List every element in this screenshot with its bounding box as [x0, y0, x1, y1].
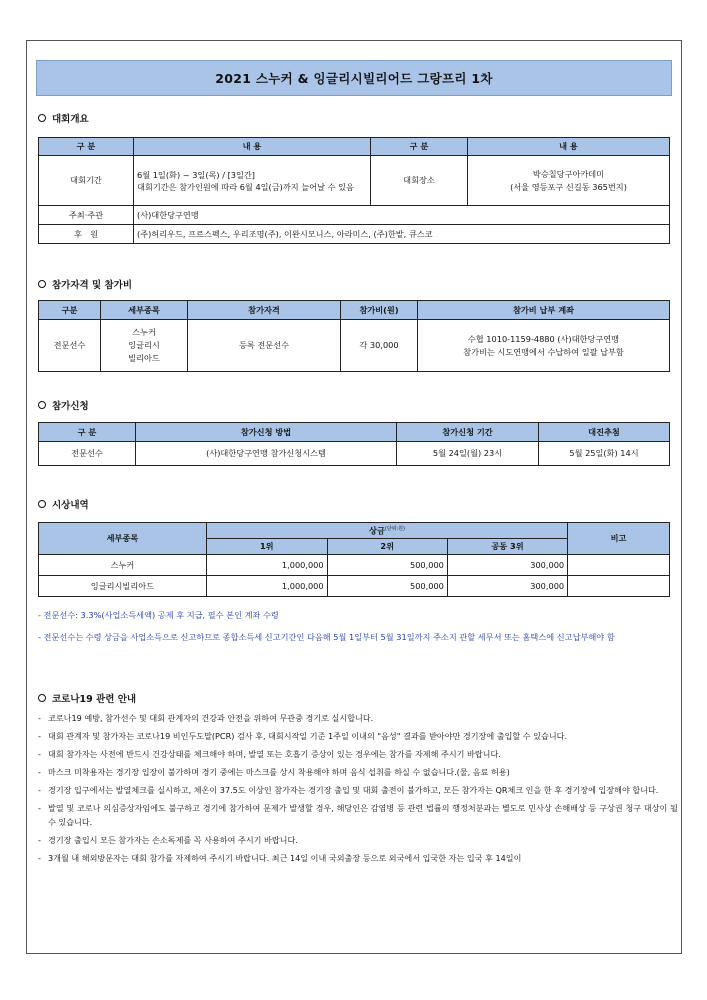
- prize-second: 500,000: [327, 576, 447, 597]
- list-item: - 3개월 내 해외방문자는 대회 참가를 자제하여 주시기 바랍니다. 최근 14일 이내 국외출장 등으로 외국에서 입국한 자는 입국 후 14일이: [38, 853, 522, 863]
- prize-remark: [568, 576, 670, 597]
- table-row: [39, 576, 670, 597]
- application-table: [38, 422, 670, 466]
- section-overview-title: 대회개요: [52, 114, 89, 125]
- sponsor-value: (주)허리우드, 프르스펙스, 우리조명(주), 이완시모니스, 아라미스, (주)한밭, 큐스코: [134, 225, 670, 244]
- overview-table: [38, 137, 670, 244]
- circle-bullet-icon: [38, 694, 46, 702]
- host-value: (사)대한당구연맹: [134, 206, 670, 225]
- eligibility-events: 스누커 잉글리시 빌리아드: [101, 320, 188, 372]
- covid-item: 코로나19 예방, 참가선수 및 대회 관계자의 건강과 안전을 위하여 무관중 경기로 실시합니다.: [48, 713, 374, 723]
- application-period: 5월 24일(월) 23시: [397, 442, 539, 466]
- venue-label: 대회장소: [371, 156, 468, 206]
- application-division: 전문선수: [39, 442, 136, 466]
- prize-header-amount: [206, 523, 567, 539]
- covid-item: 경기장 입구에서는 발열체크를 실시하고, 체온이 37.5도 이상인 참가자는 경기장 출입 및 대회 출전이 불가하고, 모든 참가자는 QR체크 인을 한 후 경기장에 입장해야 합니다.: [48, 785, 659, 795]
- table-row: [39, 555, 670, 576]
- eligibility-division: 전문선수: [39, 320, 101, 372]
- prize-table: [38, 522, 670, 597]
- section-overview-heading: [38, 111, 89, 125]
- eligibility-header-qualification: 참가자격: [188, 301, 341, 320]
- section-covid-title: 코로나19 관련 안내: [52, 694, 137, 705]
- eligibility-header-account: 참가비 납부 계좌: [418, 301, 670, 320]
- prize-second: 500,000: [327, 555, 447, 576]
- prize-remark: [568, 555, 670, 576]
- section-covid-heading: [38, 691, 136, 705]
- prize-header-first: 1위: [206, 539, 327, 555]
- sponsor-label: 후 원: [39, 225, 134, 244]
- eligibility-account: 수협 1010-1159-4880 (사)대한당구연맹 참가비는 시도연맹에서 수납하여 일괄 납부함: [418, 320, 670, 372]
- eligibility-header-events: 세부종목: [101, 301, 188, 320]
- prize-event: 잉글리시빌리아드: [39, 576, 207, 597]
- covid-notice-list: [38, 711, 678, 865]
- eligibility-fee: 각 30,000: [341, 320, 418, 372]
- covid-item: 발열 및 코로나 의심증상자임에도 불구하고 경기에 참가하여 문제가 발생할 경우, 해당인은 감염병 등 관련 법률의 행정처분과는 별도로 민사상 손해배상 등 구상권 청구 대상이 될 수 있습니다.: [48, 803, 678, 827]
- section-application-heading: [38, 398, 89, 412]
- prize-header-event: 세부종목: [39, 523, 207, 555]
- overview-header-category: 구 분: [39, 138, 134, 156]
- prize-header-second: 2위: [327, 539, 447, 555]
- application-header-draw: 대진추첨: [539, 423, 670, 442]
- venue-value: 박승칠당구아카데미 (서울 영등포구 신길동 365번지): [468, 156, 670, 206]
- list-item: - 경기장 입구에서는 발열체크를 실시하고, 체온이 37.5도 이상인 참가자는 경기장 출입 및 대회 출전이 불가하고, 모든 참가자는 QR체크 인을 한 후 경기장에 입장해야 합니다.: [38, 785, 659, 795]
- eligibility-qualification: 등록 전문선수: [188, 320, 341, 372]
- application-header-period: 참가신청 기간: [397, 423, 539, 442]
- covid-item: 3개월 내 해외방문자는 대회 참가를 자제하여 주시기 바랍니다. 최근 14일 이내 국외출장 등으로 외국에서 입국한 자는 입국 후 14일이: [48, 853, 522, 863]
- section-prizes-heading: [38, 497, 89, 511]
- covid-item: 경기장 출입시 모든 참가자는 손소독제를 꼭 사용하여 주시기 바랍니다.: [48, 835, 298, 845]
- prize-note-tax: - 전문선수: 3.3%(사업소득세액) 공제 후 지급, 필수 본인 계좌 수령: [38, 610, 279, 620]
- prize-header-third: 공동 3위: [447, 539, 567, 555]
- prize-first: 1,000,000: [206, 555, 327, 576]
- prize-header-label: 상금: [369, 525, 385, 536]
- circle-bullet-icon: [38, 401, 46, 409]
- section-eligibility-title: 참가자격 및 참가비: [52, 280, 133, 291]
- application-header-division: 구 분: [39, 423, 136, 442]
- list-item: - 코로나19 예방, 참가선수 및 대회 관계자의 건강과 안전을 위하여 무관중 경기로 실시합니다.: [38, 713, 374, 723]
- overview-header-content-2: 내 용: [468, 138, 670, 156]
- circle-bullet-icon: [38, 280, 46, 288]
- period-value: 6월 1일(화) ~ 3일(목) / [3일간] 대회기간은 참가인원에 따라 6월 4일(금)까지 늘어날 수 있음: [134, 156, 371, 206]
- covid-item: 마스크 미착용자는 경기장 입장이 불가하며 경기 중에는 마스크를 상시 착용해야 하며 음식 섭취를 하실 수 없습니다.(물, 음료 허용): [48, 767, 510, 777]
- overview-header-category-2: 구 분: [371, 138, 468, 156]
- application-method: (사)대한당구연맹 참가신청시스템: [136, 442, 397, 466]
- list-item: - 경기장 출입시 모든 참가자는 손소독제를 꼭 사용하여 주시기 바랍니다.: [38, 835, 298, 845]
- list-item: - 발열 및 코로나 의심증상자임에도 불구하고 경기에 참가하여 문제가 발생할 경우, 해당인은 감염병 등 관련 법률의 행정처분과는 별도로 민사상 손해배상 등 구상권 청구 대상이 될 수 있습니다.: [38, 803, 678, 827]
- covid-item: 대회 참가자는 사전에 반드시 건강상태를 체크해야 하며, 발열 또는 호흡기 증상이 있는 경우에는 참가를 자제해 주시기 바랍니다.: [48, 749, 501, 759]
- eligibility-header-fee: 참가비(원): [341, 301, 418, 320]
- section-eligibility-heading: [38, 277, 132, 291]
- overview-header-content: 내 용: [134, 138, 371, 156]
- host-label: 주최·주관: [39, 206, 134, 225]
- list-item: - 대회 관계자 및 참가자는 코로나19 비인두도말(PCR) 검사 후, 대회시작일 기준 1주일 이내의 "음성" 결과를 받아야만 경기장에 출입할 수 있습니다.: [38, 731, 568, 741]
- eligibility-table: [38, 300, 670, 372]
- prize-third: 300,000: [447, 555, 567, 576]
- application-header-method: 참가신청 방법: [136, 423, 397, 442]
- prize-third: 300,000: [447, 576, 567, 597]
- prize-event: 스누커: [39, 555, 207, 576]
- application-draw: 5월 25일(화) 14시: [539, 442, 670, 466]
- section-prizes-title: 시상내역: [52, 500, 89, 511]
- eligibility-header-division: 구분: [39, 301, 101, 320]
- circle-bullet-icon: [38, 500, 46, 508]
- period-label: 대회기간: [39, 156, 134, 206]
- list-item: - 마스크 미착용자는 경기장 입장이 불가하며 경기 중에는 마스크를 상시 착용해야 하며 음식 섭취를 하실 수 없습니다.(물, 음료 허용): [38, 767, 510, 777]
- list-item: - 대회 참가자는 사전에 반드시 건강상태를 체크해야 하며, 발열 또는 호흡기 증상이 있는 경우에는 참가를 자제해 주시기 바랍니다.: [38, 749, 501, 759]
- page-title: 2021 스누커 & 잉글리시빌리어드 그랑프리 1차: [36, 60, 672, 96]
- covid-item: 대회 관계자 및 참가자는 코로나19 비인두도말(PCR) 검사 후, 대회시작일 기준 1주일 이내의 "음성" 결과를 받아야만 경기장에 출입할 수 있습니다.: [48, 731, 568, 741]
- prize-header-remark: 비고: [568, 523, 670, 555]
- circle-bullet-icon: [38, 114, 46, 122]
- prize-unit: (단위:원): [384, 525, 405, 532]
- prize-first: 1,000,000: [206, 576, 327, 597]
- section-application-title: 참가신청: [52, 401, 89, 412]
- prize-note-report: - 전문선수는 수령 상금을 사업소득으로 신고하므로 종합소득세 신고기간인 다음해 5월 1일부터 5월 31일까지 주소지 관할 세무서 또는 홈택스에 신고납부해야 함: [38, 632, 615, 642]
